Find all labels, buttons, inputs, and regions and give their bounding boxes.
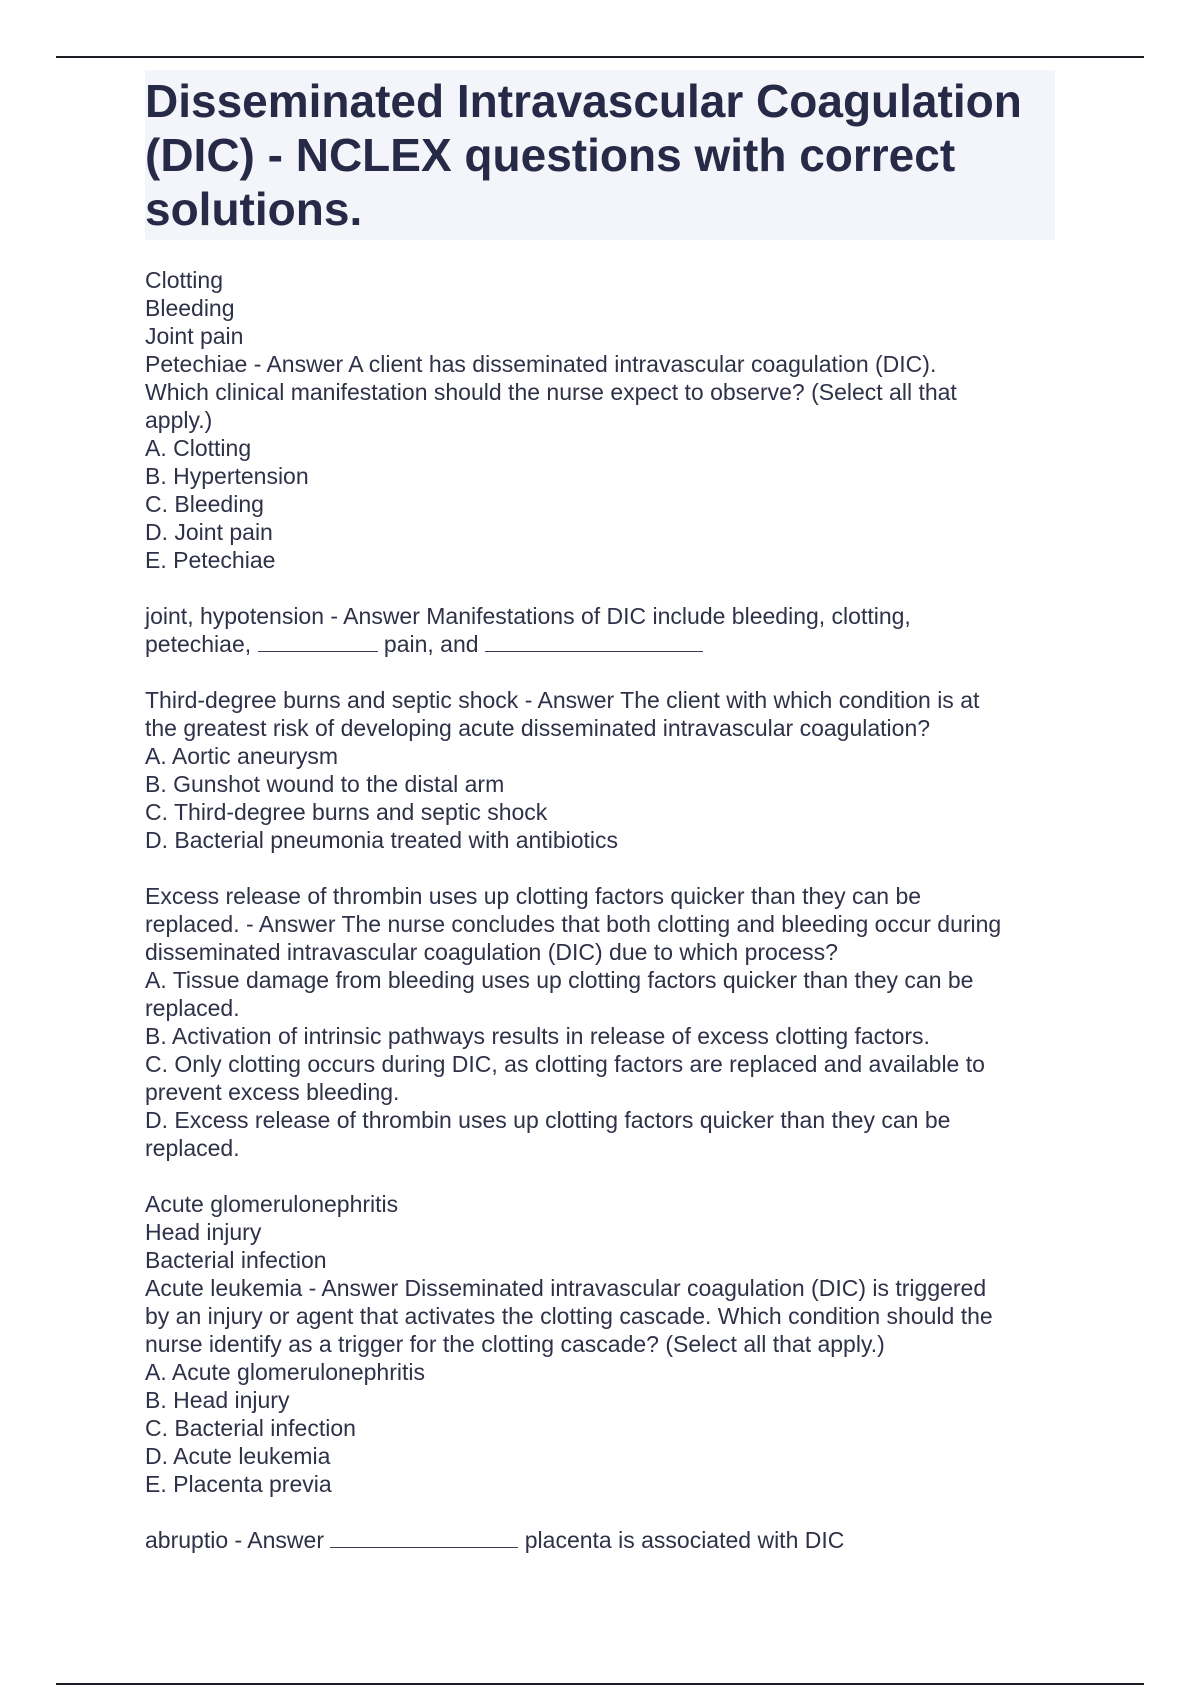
text-line: disseminated intravascular coagulation (DIC) due to which process? xyxy=(145,939,838,965)
option-line: D. Bacterial pneumonia treated with antibiotics xyxy=(145,827,619,853)
text-segment: pain, and xyxy=(383,631,479,657)
text-line: Clotting xyxy=(145,267,223,293)
text-segment: placenta is associated with DIC xyxy=(524,1527,845,1553)
option-line: A. Clotting xyxy=(145,435,252,461)
option-line: B. Hypertension xyxy=(145,463,309,489)
option-line: A. Acute glomerulonephritis xyxy=(145,1359,425,1385)
text-segment: abruptio - Answer xyxy=(145,1527,324,1553)
text-line: Petechiae - Answer A client has disseminated intravascular coagulation (DIC). xyxy=(145,351,937,377)
text-line: replaced. - Answer The nurse concludes that both clotting and bleeding occur during xyxy=(145,911,1002,937)
text-line-with-blanks xyxy=(145,630,1055,658)
option-line: A. Aortic aneurysm xyxy=(145,743,339,769)
question-3 xyxy=(145,686,1055,854)
question-6 xyxy=(145,1526,1055,1554)
option-line: B. Gunshot wound to the distal arm xyxy=(145,771,505,797)
document-page xyxy=(145,70,1055,1582)
text-line: Acute glomerulonephritis xyxy=(145,1191,399,1217)
option-line: C. Bacterial infection xyxy=(145,1415,356,1441)
bottom-rule xyxy=(56,1683,1144,1685)
option-line: D. Excess release of thrombin uses up clotting factors quicker than they can be xyxy=(145,1107,951,1133)
option-line: replaced. xyxy=(145,995,240,1021)
text-line: the greatest risk of developing acute disseminated intravascular coagulation? xyxy=(145,715,931,741)
text-line: Bleeding xyxy=(145,295,235,321)
option-line: B. Head injury xyxy=(145,1387,290,1413)
text-line: Third-degree burns and septic shock - Answer The client with which condition is at xyxy=(145,687,980,713)
option-line: A. Tissue damage from bleeding uses up clotting factors quicker than they can be xyxy=(145,967,974,993)
text-line: Joint pain xyxy=(145,323,244,349)
option-line: E. Petechiae xyxy=(145,547,276,573)
text-line: apply.) xyxy=(145,407,213,433)
option-line: C. Only clotting occurs during DIC, as clotting factors are replaced and available to xyxy=(145,1051,985,1077)
option-line: C. Third-degree burns and septic shock xyxy=(145,799,548,825)
text-line: Which clinical manifestation should the nurse expect to observe? (Select all that xyxy=(145,379,957,405)
text-line: nurse identify as a trigger for the clotting cascade? (Select all that apply.) xyxy=(145,1331,885,1357)
fill-blank xyxy=(258,631,378,652)
text-line: Acute leukemia - Answer Disseminated intravascular coagulation (DIC) is triggered xyxy=(145,1275,987,1301)
text-segment: petechiae, xyxy=(145,631,252,657)
text-line: Excess release of thrombin uses up clotting factors quicker than they can be xyxy=(145,883,922,909)
question-4 xyxy=(145,882,1055,1162)
text-line: Bacterial infection xyxy=(145,1247,327,1273)
title-box xyxy=(145,70,1055,240)
question-1 xyxy=(145,266,1055,574)
fill-blank xyxy=(485,631,703,652)
document-title: Disseminated Intravascular Coagulation (DIC) - NCLEX questions with correct solutions. xyxy=(145,75,1022,235)
question-2 xyxy=(145,602,1055,658)
document-content xyxy=(145,266,1055,1554)
text-line: joint, hypotension - Answer Manifestations of DIC include bleeding, clotting, xyxy=(145,603,911,629)
text-line-with-blank xyxy=(145,1526,1055,1554)
top-rule xyxy=(56,56,1144,58)
option-line: C. Bleeding xyxy=(145,491,264,517)
option-line: D. Acute leukemia xyxy=(145,1443,331,1469)
option-line: D. Joint pain xyxy=(145,519,273,545)
option-line: replaced. xyxy=(145,1135,240,1161)
option-line: prevent excess bleeding. xyxy=(145,1079,400,1105)
fill-blank xyxy=(330,1527,518,1548)
option-line: B. Activation of intrinsic pathways results in release of excess clotting factors. xyxy=(145,1023,930,1049)
text-line: by an injury or agent that activates the clotting cascade. Which condition should the xyxy=(145,1303,993,1329)
text-line: Head injury xyxy=(145,1219,262,1245)
option-line: E. Placenta previa xyxy=(145,1471,332,1497)
question-5 xyxy=(145,1190,1055,1498)
